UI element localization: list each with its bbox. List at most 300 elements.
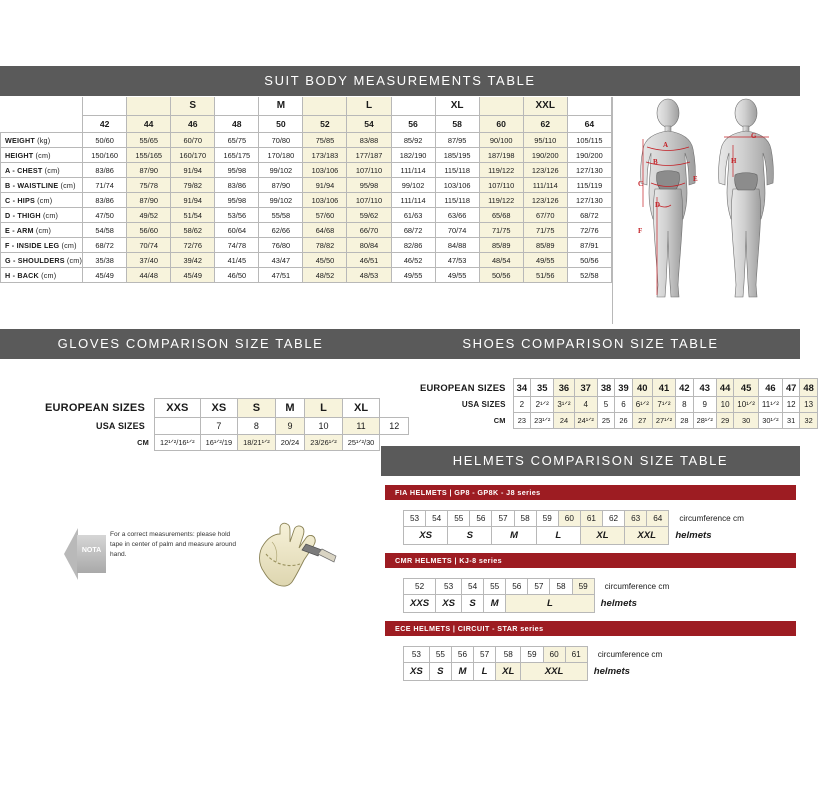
helmet-circumference-note: circumference cm — [604, 582, 670, 591]
suit-table-row — [1, 208, 612, 223]
helmet-circumference-cell: 54 — [426, 511, 448, 527]
shoes-eu-size-cell: 39 — [615, 379, 632, 397]
suit-size-group-cell — [391, 97, 435, 116]
shoes-eu-size-cell: 41 — [652, 379, 675, 397]
suit-value-cell: 115/118 — [435, 163, 479, 178]
helmet-circumference-cell: 55 — [448, 511, 470, 527]
suit-value-cell: 123/126 — [523, 163, 567, 178]
shoes-eu-size-cell: 40 — [632, 379, 652, 397]
suit-value-cell: 177/187 — [347, 148, 391, 163]
suit-size-number-cell: 46 — [171, 116, 215, 133]
suit-value-cell: 95/110 — [523, 133, 567, 148]
suit-value-cell: 46/50 — [215, 268, 259, 283]
gloves-cm-cell: 18/21¹ᐟ² — [238, 435, 276, 451]
figure-label-d: D — [655, 201, 661, 209]
suit-value-cell: 74/78 — [215, 238, 259, 253]
helmet-block — [381, 621, 800, 681]
suit-value-cell: 115/119 — [567, 178, 611, 193]
shoes-row-label: CM — [493, 416, 506, 425]
gloves-section — [0, 328, 400, 558]
suit-value-cell: 75/85 — [303, 133, 347, 148]
suit-value-cell: 87/91 — [567, 238, 611, 253]
gloves-eu-size-cell: XXS — [155, 399, 201, 418]
suit-value-cell: 71/75 — [523, 223, 567, 238]
shoes-cm-cell: 31 — [782, 413, 799, 429]
shoes-usa-size-cell: 5 — [597, 397, 614, 413]
suit-size-group-cell — [215, 97, 259, 116]
suit-value-cell: 48/53 — [347, 268, 391, 283]
helmet-circumference-cell: 55 — [429, 647, 451, 663]
suit-value-cell: 91/94 — [171, 193, 215, 208]
shoes-usa-size-cell: 12 — [782, 397, 799, 413]
suit-value-cell: 49/55 — [435, 268, 479, 283]
figure-label-c: C — [638, 180, 644, 188]
suit-value-cell: 60/64 — [215, 223, 259, 238]
shoes-cm-cell: 30 — [734, 413, 759, 429]
helmet-size-cell: XXS — [404, 595, 436, 613]
shoes-eu-size-cell: 36 — [554, 379, 574, 397]
suit-value-cell: 68/72 — [391, 223, 435, 238]
suit-value-cell: 111/114 — [523, 178, 567, 193]
suit-value-cell: 71/75 — [479, 223, 523, 238]
front-figure — [641, 99, 696, 297]
helmet-size-cell: L — [506, 595, 594, 613]
suit-size-number-cell: 56 — [391, 116, 435, 133]
suit-value-cell: 63/66 — [435, 208, 479, 223]
helmet-block — [381, 485, 800, 545]
helmet-size-cell: XXL — [625, 527, 669, 545]
suit-value-cell: 72/76 — [567, 223, 611, 238]
suit-size-number-cell: 42 — [83, 116, 127, 133]
helmet-size-cell: S — [462, 595, 484, 613]
suit-value-cell: 70/74 — [435, 223, 479, 238]
helmet-size-cell: M — [484, 595, 506, 613]
shoes-cm-cell: 27 — [632, 413, 652, 429]
suit-table-title: SUIT BODY MEASUREMENTS TABLE — [0, 65, 800, 97]
shoes-eu-size-cell: 37 — [574, 379, 597, 397]
shoes-cm-cell: 23¹ᐟ² — [531, 413, 554, 429]
helmet-circumference-cell: 59 — [536, 511, 558, 527]
helmet-circumference-cell: 57 — [528, 579, 550, 595]
suit-row-label: G - SHOULDERS (cm) — [1, 253, 83, 268]
helmet-circumference-cell: 64 — [647, 511, 669, 527]
helmet-circumference-cell: 59 — [572, 579, 594, 595]
helmet-size-note: helmets — [593, 666, 630, 677]
suit-value-cell: 107/110 — [347, 193, 391, 208]
suit-value-cell: 51/54 — [171, 208, 215, 223]
suit-size-number-cell: 48 — [215, 116, 259, 133]
shoes-usa-size-cell: 11¹ᐟ² — [758, 397, 782, 413]
suit-size-group-cell — [479, 97, 523, 116]
suit-table-row — [1, 178, 612, 193]
helmet-circumference-cell: 53 — [404, 647, 430, 663]
suit-size-number-cell: 62 — [523, 116, 567, 133]
shoes-usa-size-cell: 8 — [676, 397, 693, 413]
suit-value-cell: 43/47 — [259, 253, 303, 268]
suit-value-cell: 85/89 — [479, 238, 523, 253]
helmet-circumference-cell: 52 — [404, 579, 436, 595]
suit-value-cell: 91/94 — [171, 163, 215, 178]
shoes-usa-size-cell: 4 — [574, 397, 597, 413]
suit-size-group-cell: M — [259, 97, 303, 116]
helmet-size-cell: L — [474, 663, 496, 681]
back-figure — [719, 99, 774, 297]
gloves-table-title: GLOVES COMPARISON SIZE TABLE — [0, 328, 381, 360]
suit-size-number-cell: 60 — [479, 116, 523, 133]
shoes-row-label: USA SIZES — [461, 400, 506, 409]
suit-value-cell: 48/52 — [303, 268, 347, 283]
suit-value-cell: 67/70 — [523, 208, 567, 223]
helmet-size-note: helmets — [600, 598, 637, 609]
suit-value-cell: 103/106 — [435, 178, 479, 193]
suit-value-cell: 111/114 — [391, 193, 435, 208]
suit-value-cell: 45/49 — [171, 268, 215, 283]
suit-value-cell: 57/60 — [303, 208, 347, 223]
nota-text: For a correct measurements: please hold tape in center of palm and measure around hand. — [110, 531, 237, 558]
helmet-size-cell: S — [429, 663, 451, 681]
helmet-size-cell: XS — [436, 595, 462, 613]
suit-value-cell: 82/86 — [391, 238, 435, 253]
helmet-circumference-cell: 63 — [625, 511, 647, 527]
helmet-block — [381, 553, 800, 613]
suit-value-cell: 50/60 — [83, 133, 127, 148]
helmet-circumference-cell: 60 — [558, 511, 580, 527]
helmet-circumference-row — [404, 579, 676, 595]
suit-value-cell: 182/190 — [391, 148, 435, 163]
helmet-size-cell: XXL — [521, 663, 587, 681]
gloves-usa-size-cell: 8 — [238, 418, 276, 435]
helmet-circumference-cell: 56 — [470, 511, 492, 527]
helmet-circumference-row — [404, 647, 669, 663]
suit-value-cell: 44/48 — [127, 268, 171, 283]
suit-value-cell: 55/65 — [127, 133, 171, 148]
shoes-eu-size-cell: 35 — [531, 379, 554, 397]
gloves-usa-size-cell: 12 — [380, 418, 409, 435]
suit-value-cell: 119/122 — [479, 163, 523, 178]
suit-row-label: F - INSIDE LEG (cm) — [1, 238, 83, 253]
shoes-eu-size-cell: 46 — [758, 379, 782, 397]
suit-value-cell: 71/74 — [83, 178, 127, 193]
suit-value-cell: 85/92 — [391, 133, 435, 148]
suit-value-cell: 90/100 — [479, 133, 523, 148]
suit-value-cell: 103/106 — [303, 193, 347, 208]
helmet-circumference-cell: 57 — [492, 511, 514, 527]
helmet-size-cell: M — [492, 527, 536, 545]
suit-value-cell: 37/40 — [127, 253, 171, 268]
gloves-eu-size-cell: M — [275, 399, 305, 418]
suit-value-cell: 99/102 — [259, 193, 303, 208]
suit-body — [0, 97, 800, 324]
suit-size-number-cell: 44 — [127, 116, 171, 133]
suit-value-cell: 83/86 — [83, 163, 127, 178]
suit-value-cell: 173/183 — [303, 148, 347, 163]
shoes-eu-size-cell: 44 — [716, 379, 733, 397]
suit-value-cell: 50/56 — [479, 268, 523, 283]
gloves-table-row — [36, 418, 409, 435]
shoes-eu-size-cell: 34 — [513, 379, 530, 397]
suit-section — [0, 65, 800, 324]
suit-value-cell: 95/98 — [215, 163, 259, 178]
figure-label-g: G — [751, 132, 757, 140]
helmet-circumference-cell: 59 — [521, 647, 543, 663]
shoes-table-row — [417, 397, 817, 413]
suit-value-cell: 53/56 — [215, 208, 259, 223]
suit-value-cell: 35/38 — [83, 253, 127, 268]
helmet-circumference-cell: 62 — [602, 511, 624, 527]
suit-size-number-cell: 54 — [347, 116, 391, 133]
suit-value-cell: 55/58 — [259, 208, 303, 223]
suit-size-number-cell: 58 — [435, 116, 479, 133]
gloves-usa-size-cell: 10 — [305, 418, 343, 435]
mannequin-illustrations — [612, 97, 800, 324]
suit-value-cell: 47/51 — [259, 268, 303, 283]
suit-row-label: WEIGHT (kg) — [1, 133, 83, 148]
suit-size-group-cell — [303, 97, 347, 116]
suit-value-cell: 115/118 — [435, 193, 479, 208]
gloves-usa-size-cell — [155, 418, 201, 435]
shoes-eu-size-cell: 43 — [693, 379, 716, 397]
shoes-cm-cell: 23 — [513, 413, 530, 429]
suit-value-cell: 45/49 — [83, 268, 127, 283]
gloves-cm-cell: 20/24 — [275, 435, 305, 451]
suit-value-cell: 127/130 — [567, 193, 611, 208]
shoes-usa-size-cell: 13 — [800, 397, 817, 413]
gloves-row-label: CM — [137, 438, 149, 447]
suit-row-label: D - THIGH (cm) — [1, 208, 83, 223]
helmet-circumference-note: circumference cm — [679, 514, 744, 523]
shoes-cm-cell: 24¹ᐟ² — [574, 413, 597, 429]
suit-value-cell: 84/88 — [435, 238, 479, 253]
gloves-usa-size-cell: 9 — [275, 418, 305, 435]
suit-value-cell: 95/98 — [215, 193, 259, 208]
suit-row-label: C - HIPS (cm) — [1, 193, 83, 208]
suit-value-cell: 61/63 — [391, 208, 435, 223]
suit-row-label: A - CHEST (cm) — [1, 163, 83, 178]
figure-label-e: E — [693, 175, 698, 183]
helmets-table-title: HELMETS COMPARISON SIZE TABLE — [381, 445, 800, 477]
shoes-usa-size-cell: 10 — [716, 397, 733, 413]
figure-label-b: B — [653, 158, 658, 166]
figure-label-h: H — [731, 157, 737, 165]
helmet-size-cell: XL — [496, 663, 521, 681]
helmet-size-cell: L — [536, 527, 580, 545]
shoes-eu-size-cell: 45 — [734, 379, 759, 397]
suit-row-label: HEIGHT (cm) — [1, 148, 83, 163]
helmet-size-table — [403, 646, 669, 681]
suit-size-group-cell — [127, 97, 171, 116]
suit-value-cell: 70/74 — [127, 238, 171, 253]
suit-value-cell: 49/55 — [391, 268, 435, 283]
shoes-cm-cell: 32 — [800, 413, 817, 429]
suit-value-cell: 68/72 — [567, 208, 611, 223]
helmet-circumference-cell: 57 — [474, 647, 496, 663]
suit-value-cell: 66/70 — [347, 223, 391, 238]
suit-table-wrap — [0, 97, 612, 324]
suit-size-group-cell: L — [347, 97, 391, 116]
helmet-size-cell: M — [451, 663, 473, 681]
suit-value-cell: 127/130 — [567, 163, 611, 178]
suit-table-row — [1, 238, 612, 253]
shoes-cm-cell: 27¹ᐟ² — [652, 413, 675, 429]
helmet-circumference-cell: 61 — [565, 647, 587, 663]
suit-value-cell: 46/52 — [391, 253, 435, 268]
shoes-cm-cell: 25 — [597, 413, 614, 429]
suit-table-row — [1, 223, 612, 238]
suit-value-cell: 99/102 — [391, 178, 435, 193]
nota-callout — [64, 524, 244, 586]
suit-size-group-cell — [567, 97, 611, 116]
suit-value-cell: 48/54 — [479, 253, 523, 268]
helmet-circumference-cell: 58 — [514, 511, 536, 527]
helmet-block-header: ECE HELMETS | CIRCUIT - STAR series — [385, 621, 796, 636]
helmet-circumference-cell: 53 — [436, 579, 462, 595]
suit-value-cell: 68/72 — [83, 238, 127, 253]
shoes-eu-size-cell: 42 — [676, 379, 693, 397]
body-figures-svg — [613, 97, 801, 319]
suit-row-label: E - ARM (cm) — [1, 223, 83, 238]
gloves-eu-size-cell: XS — [200, 399, 238, 418]
gloves-size-table — [36, 398, 409, 451]
suit-value-cell: 107/110 — [479, 178, 523, 193]
suit-value-cell: 160/170 — [171, 148, 215, 163]
shoes-cm-cell: 28¹ᐟ² — [693, 413, 716, 429]
suit-value-cell: 87/90 — [259, 178, 303, 193]
helmet-size-note: helmets — [675, 530, 712, 541]
helmet-circumference-cell: 56 — [451, 647, 473, 663]
shoes-usa-size-cell: 6 — [615, 397, 632, 413]
suit-size-group-cell: S — [171, 97, 215, 116]
helmet-size-table — [403, 578, 676, 613]
suit-value-cell: 80/84 — [347, 238, 391, 253]
suit-row-label: H - BACK (cm) — [1, 268, 83, 283]
shoes-cm-cell: 24 — [554, 413, 574, 429]
helmet-circumference-cell: 58 — [496, 647, 521, 663]
suit-size-group-cell — [83, 97, 127, 116]
suit-value-cell: 103/106 — [303, 163, 347, 178]
suit-value-cell: 105/115 — [567, 133, 611, 148]
suit-value-cell: 78/82 — [303, 238, 347, 253]
empty-cell — [1, 97, 83, 116]
gloves-row-label: EUROPEAN SIZES — [45, 402, 145, 414]
suit-value-cell: 83/88 — [347, 133, 391, 148]
helmet-size-row — [404, 595, 676, 613]
suit-table-row — [1, 133, 612, 148]
suit-value-cell: 39/42 — [171, 253, 215, 268]
suit-value-cell: 91/94 — [303, 178, 347, 193]
helmet-circumference-cell: 55 — [484, 579, 506, 595]
suit-row-label: B - WAISTLINE (cm) — [1, 178, 83, 193]
suit-value-cell: 54/58 — [83, 223, 127, 238]
helmet-circumference-cell: 53 — [404, 511, 426, 527]
helmet-size-cell: XS — [404, 663, 430, 681]
shoes-usa-size-cell: 2¹ᐟ² — [531, 397, 554, 413]
gloves-usa-size-cell: 11 — [342, 418, 380, 435]
suit-table-row — [1, 268, 612, 283]
suit-value-cell: 83/86 — [83, 193, 127, 208]
suit-value-cell: 62/66 — [259, 223, 303, 238]
shoes-usa-size-cell: 9 — [693, 397, 716, 413]
gloves-cm-cell: 23/26¹ᐟ² — [305, 435, 343, 451]
shoes-cm-cell: 29 — [716, 413, 733, 429]
suit-value-cell: 45/50 — [303, 253, 347, 268]
suit-value-cell: 123/126 — [523, 193, 567, 208]
suit-table-row — [1, 163, 612, 178]
suit-value-cell: 79/82 — [171, 178, 215, 193]
shoes-usa-size-cell: 6¹ᐟ² — [632, 397, 652, 413]
suit-value-cell: 87/95 — [435, 133, 479, 148]
gloves-row-label: USA SIZES — [96, 421, 145, 431]
suit-value-cell: 46/51 — [347, 253, 391, 268]
shoes-cm-cell: 30¹ᐟ² — [758, 413, 782, 429]
suit-value-cell: 87/90 — [127, 193, 171, 208]
shoes-usa-size-cell: 10¹ᐟ² — [734, 397, 759, 413]
suit-size-number-cell: 50 — [259, 116, 303, 133]
gloves-eu-size-cell: L — [305, 399, 343, 418]
helmets-blocks — [381, 485, 800, 681]
suit-value-cell: 155/165 — [127, 148, 171, 163]
suit-value-cell: 83/86 — [215, 178, 259, 193]
nota-label: NOTA — [81, 547, 102, 554]
suit-value-cell: 111/114 — [391, 163, 435, 178]
gloves-cm-cell: 16¹ᐟ²/19 — [200, 435, 238, 451]
gloves-cm-cell: 25¹ᐟ²/30 — [342, 435, 380, 451]
suit-value-cell: 65/68 — [479, 208, 523, 223]
shoes-eu-size-cell: 38 — [597, 379, 614, 397]
suit-value-cell: 190/200 — [567, 148, 611, 163]
gloves-table-row — [36, 435, 409, 451]
gloves-table-row — [36, 399, 409, 418]
helmet-size-row — [404, 527, 751, 545]
suit-value-cell: 75/78 — [127, 178, 171, 193]
suit-value-cell: 47/53 — [435, 253, 479, 268]
suit-table-row — [1, 148, 612, 163]
shoes-cm-cell: 26 — [615, 413, 632, 429]
suit-value-cell: 76/80 — [259, 238, 303, 253]
gloves-cm-cell: 12¹ᐟ²/16¹ᐟ² — [155, 435, 201, 451]
suit-value-cell: 99/102 — [259, 163, 303, 178]
shoes-usa-size-cell: 3¹ᐟ² — [554, 397, 574, 413]
gloves-usa-size-cell: 7 — [200, 418, 238, 435]
suit-value-cell: 59/62 — [347, 208, 391, 223]
suit-value-cell: 170/180 — [259, 148, 303, 163]
suit-value-cell: 58/62 — [171, 223, 215, 238]
suit-size-group-row — [1, 97, 612, 116]
suit-table-row — [1, 253, 612, 268]
suit-size-number-cell: 52 — [303, 116, 347, 133]
suit-value-cell: 85/89 — [523, 238, 567, 253]
helmet-block-header: FIA HELMETS | GP8 - GP8K - J8 series — [385, 485, 796, 500]
suit-value-cell: 72/76 — [171, 238, 215, 253]
shoes-table-title: SHOES COMPARISON SIZE TABLE — [381, 328, 800, 360]
suit-measurements-table — [0, 97, 612, 283]
suit-size-number-row — [1, 116, 612, 133]
shoes-table-row — [417, 413, 817, 429]
helmet-circumference-cell: 58 — [550, 579, 572, 595]
shoes-eu-size-cell: 48 — [800, 379, 817, 397]
suit-table-row — [1, 193, 612, 208]
suit-value-cell: 95/98 — [347, 178, 391, 193]
nota-arrow-icon — [64, 528, 106, 580]
right-column — [381, 328, 814, 689]
suit-value-cell: 87/90 — [127, 163, 171, 178]
helmet-size-cell: XL — [580, 527, 624, 545]
suit-value-cell: 70/80 — [259, 133, 303, 148]
suit-value-cell: 60/70 — [171, 133, 215, 148]
shoes-usa-size-cell: 7¹ᐟ² — [652, 397, 675, 413]
suit-value-cell: 64/68 — [303, 223, 347, 238]
hand-measure-illustration — [248, 520, 340, 592]
suit-value-cell: 56/60 — [127, 223, 171, 238]
